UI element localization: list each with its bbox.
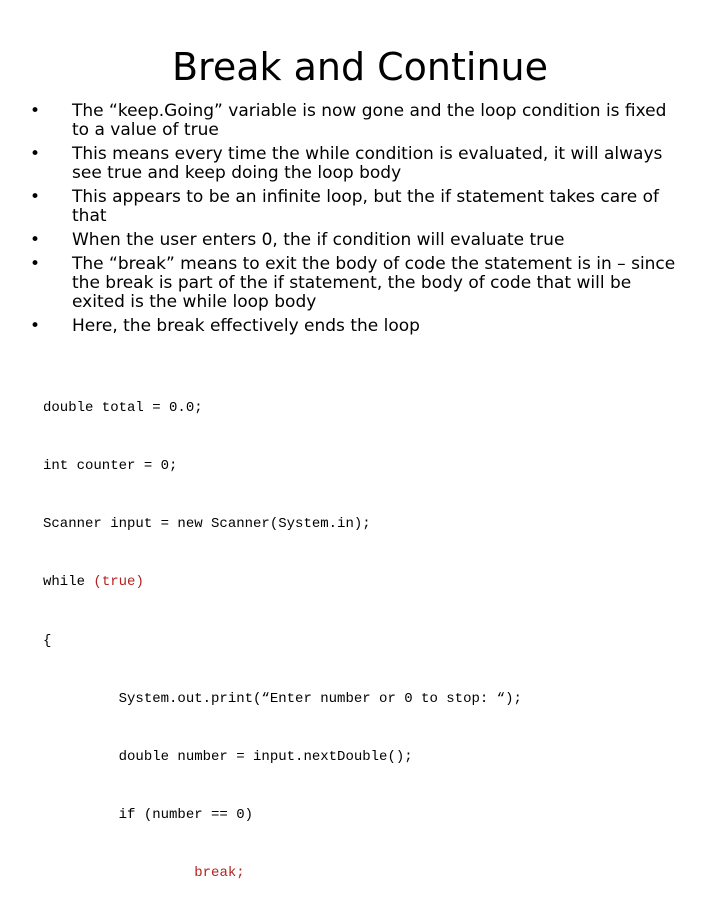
- bullet-text: When the user enters 0, the if condition will evaluate true: [72, 230, 565, 250]
- bullet-text: This means every time the while condition is evaluated, it will always see true and keep doing the loop body: [72, 144, 663, 183]
- code-line: [43, 864, 683, 883]
- code-line: double number = input.nextDouble();: [43, 749, 413, 766]
- bullet-icon: •: [30, 144, 41, 164]
- bullet-item: [26, 188, 686, 226]
- code-line: [43, 573, 683, 592]
- bullet-item: [26, 231, 686, 250]
- code-line: if (number == 0): [43, 807, 254, 824]
- code-keyword-while: while: [43, 574, 94, 591]
- bullet-text: This appears to be an infinite loop, but the if statement takes care of that: [72, 187, 659, 226]
- bullet-icon: •: [30, 101, 41, 121]
- bullet-text: The “keep.Going” variable is now gone and the loop condition is fixed to a value of true: [72, 101, 667, 140]
- bullet-item: [26, 255, 686, 312]
- bullet-text: The “break” means to exit the body of code the statement is in – since the break is part of the if statement, the body of code that will be exited is the while loop body: [72, 254, 676, 312]
- code-indent: [43, 865, 194, 881]
- code-line: System.out.print(“Enter number or 0 to stop: “);: [43, 690, 522, 707]
- bullet-item: [26, 102, 686, 140]
- bullet-icon: •: [30, 230, 41, 250]
- bullet-list: [26, 102, 686, 341]
- bullet-icon: •: [30, 187, 41, 207]
- code-paren: (: [93, 574, 102, 591]
- code-line: {: [43, 632, 52, 649]
- code-keyword-true: true: [101, 574, 136, 591]
- bullet-text: Here, the break effectively ends the loop: [72, 316, 420, 336]
- code-block: [43, 360, 683, 923]
- code-paren: ): [135, 574, 144, 591]
- bullet-item: [26, 145, 686, 183]
- bullet-icon: •: [30, 316, 41, 336]
- code-line: Scanner input = new Scanner(System.in);: [43, 516, 371, 533]
- code-line: double total = 0.0;: [43, 399, 203, 416]
- bullet-icon: •: [30, 254, 41, 274]
- bullet-item: [26, 317, 686, 336]
- code-keyword-break: break;: [194, 865, 245, 882]
- code-line: int counter = 0;: [43, 458, 178, 475]
- slide-title: Break and Continue: [171, 45, 549, 89]
